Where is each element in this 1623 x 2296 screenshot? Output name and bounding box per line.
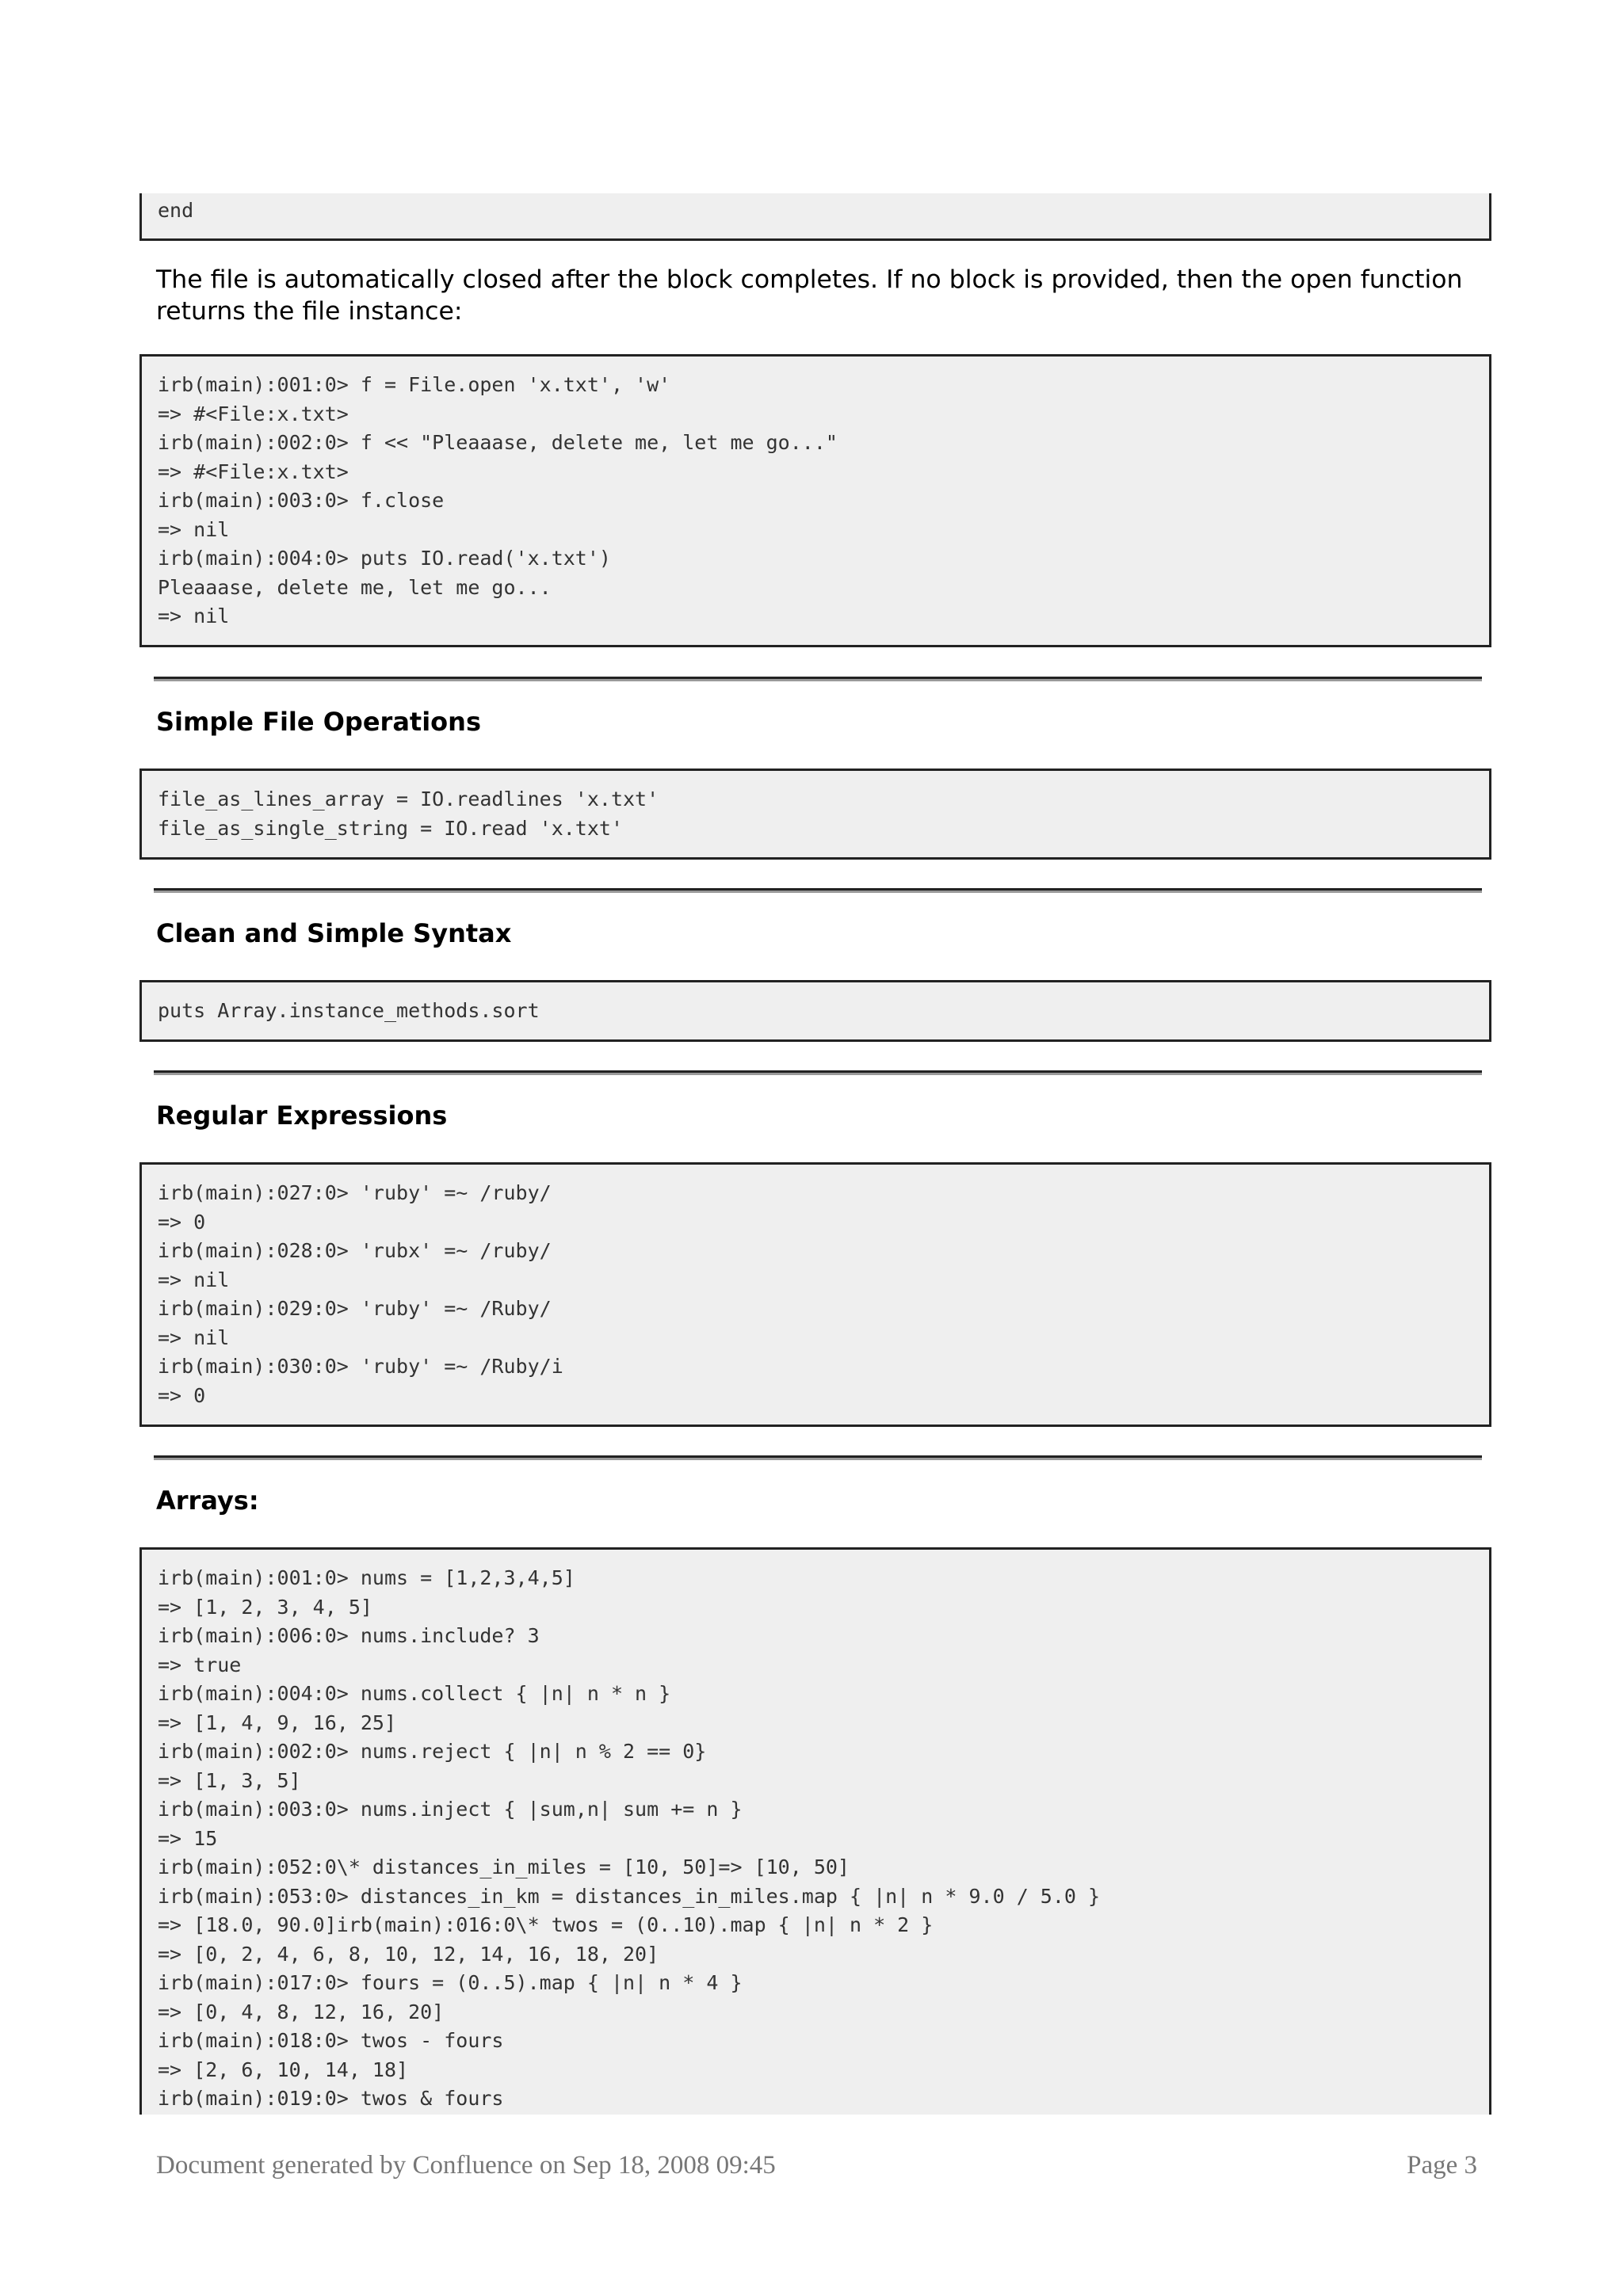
code-line: => [1, 3, 5] xyxy=(158,1768,301,1792)
code-line: irb(main):003:0> nums.inject { |sum,n| sum += n } xyxy=(158,1798,743,1821)
code-block-file-open xyxy=(139,354,1491,647)
code-line: irb(main):001:0> f = File.open 'x.txt', 'w' xyxy=(158,373,671,396)
code-line: file_as_single_string = IO.read 'x.txt' xyxy=(158,816,623,840)
code-line: irb(main):052:0\* distances_in_miles = [10, 50]=> [10, 50] xyxy=(158,1855,850,1878)
code-line: irb(main):017:0> fours = (0..5).map { |n| n * 4 } xyxy=(158,1971,743,1994)
code-line: irb(main):019:0> twos & fours xyxy=(158,2087,504,2110)
code-line: irb(main):001:0> nums = [1,2,3,4,5] xyxy=(158,1566,575,1589)
code-line: => nil xyxy=(158,1325,230,1349)
code-line: irb(main):053:0> distances_in_km = distances_in_miles.map { |n| n * 9.0 / 5.0 } xyxy=(158,1884,1101,1908)
code-line: => 0 xyxy=(158,1210,206,1234)
code-line: irb(main):027:0> 'ruby' =~ /ruby/ xyxy=(158,1181,552,1204)
footer-generated-text: Document generated by Confluence on Sep 18, 2008 09:45 xyxy=(156,2151,776,2180)
code-line: irb(main):018:0> twos - fours xyxy=(158,2029,504,2052)
code-line: => [18.0, 90.0]irb(main):016:0\* twos = (0..10).map { |n| n * 2 } xyxy=(158,1913,934,1936)
code-line: end xyxy=(158,199,194,222)
heading-regular-expressions: Regular Expressions xyxy=(156,1100,448,1131)
code-line: irb(main):029:0> 'ruby' =~ /Ruby/ xyxy=(158,1297,552,1320)
code-line: irb(main):003:0> f.close xyxy=(158,489,445,512)
code-line: irb(main):006:0> nums.include? 3 xyxy=(158,1624,540,1647)
code-line: => nil xyxy=(158,517,230,541)
section-divider xyxy=(154,677,1482,679)
section-divider xyxy=(154,1455,1482,1458)
code-line: => 0 xyxy=(158,1383,206,1407)
footer-page-number: Page 3 xyxy=(1407,2151,1477,2180)
section-divider xyxy=(154,1070,1482,1073)
code-line: irb(main):002:0> nums.reject { |n| n % 2 == 0} xyxy=(158,1740,707,1763)
code-line: irb(main):004:0> nums.collect { |n| n * n } xyxy=(158,1682,671,1705)
heading-simple-file-operations: Simple File Operations xyxy=(156,707,481,737)
code-block-end xyxy=(139,193,1491,241)
code-block-simple-file-operations xyxy=(139,769,1491,860)
code-block-arrays xyxy=(139,1547,1491,2115)
code-line: => 15 xyxy=(158,1826,218,1850)
code-line: => #<File:x.txt> xyxy=(158,460,349,483)
code-line: => [0, 2, 4, 6, 8, 10, 12, 14, 16, 18, 20] xyxy=(158,1942,659,1966)
paragraph-file-close: The file is automatically closed after the block completes. If no block is provided, then the open function returns the file instance: xyxy=(156,265,1463,326)
code-line: puts Array.instance_methods.sort xyxy=(158,999,540,1022)
code-line: => [1, 4, 9, 16, 25] xyxy=(158,1711,397,1734)
code-line: irb(main):030:0> 'ruby' =~ /Ruby/i xyxy=(158,1355,563,1378)
code-block-regular-expressions xyxy=(139,1162,1491,1427)
code-line: => nil xyxy=(158,605,230,627)
code-line: file_as_lines_array = IO.readlines 'x.txt' xyxy=(158,788,659,810)
section-divider xyxy=(154,888,1482,891)
code-line: irb(main):004:0> puts IO.read('x.txt') xyxy=(158,547,611,570)
code-line: Pleaaase, delete me, let me go... xyxy=(158,575,552,599)
code-line: => nil xyxy=(158,1268,230,1291)
code-block-clean-syntax xyxy=(139,980,1491,1042)
code-line: => #<File:x.txt> xyxy=(158,402,349,425)
code-line: => [1, 2, 3, 4, 5] xyxy=(158,1595,372,1619)
code-line: irb(main):002:0> f << "Pleaaase, delete me, let me go..." xyxy=(158,431,838,454)
code-line: => [2, 6, 10, 14, 18] xyxy=(158,2058,409,2081)
heading-clean-and-simple-syntax: Clean and Simple Syntax xyxy=(156,918,512,948)
code-line: => true xyxy=(158,1653,242,1676)
code-line: irb(main):028:0> 'rubx' =~ /ruby/ xyxy=(158,1239,552,1262)
heading-arrays: Arrays: xyxy=(156,1486,259,1516)
code-line: => [0, 4, 8, 12, 16, 20] xyxy=(158,2000,445,2023)
